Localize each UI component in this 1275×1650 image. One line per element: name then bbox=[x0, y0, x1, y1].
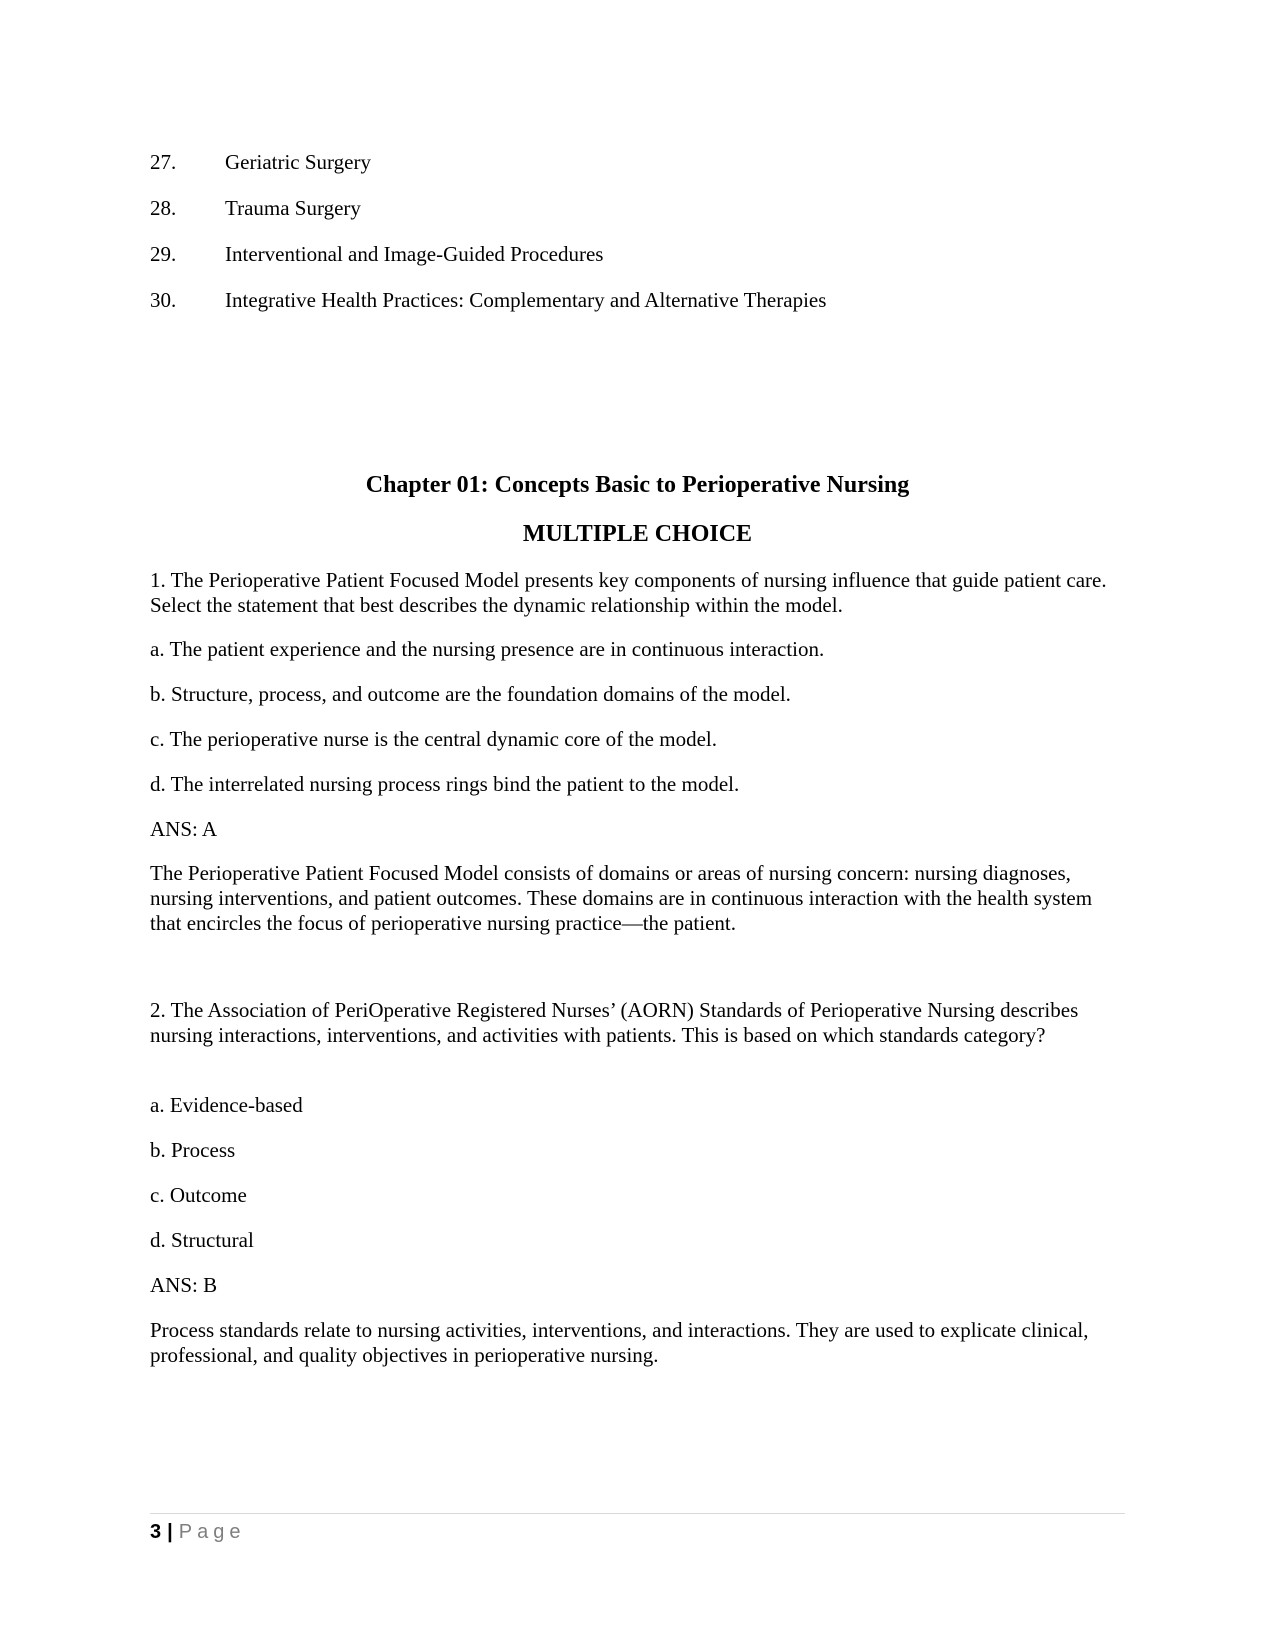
question-2-rationale: Process standards relate to nursing activities, interventions, and interactions. They are used to explicate clinical, professional, and quality objectives in perioperative nursing. bbox=[150, 1318, 1089, 1367]
list-item bbox=[150, 288, 1150, 334]
question-2-answer: ANS: B bbox=[150, 1273, 218, 1297]
list-item bbox=[150, 196, 1150, 242]
question-1-option-c: c. The perioperative nurse is the central dynamic core of the model. bbox=[150, 727, 717, 751]
list-item bbox=[150, 242, 1150, 288]
question-2-option-a: a. Evidence-based bbox=[150, 1093, 303, 1117]
question-1-option-b: b. Structure, process, and outcome are the foundation domains of the model. bbox=[150, 682, 791, 706]
list-item-title: Interventional and Image-Guided Procedures bbox=[225, 242, 604, 266]
question-1-option-d: d. The interrelated nursing process rings bind the patient to the model. bbox=[150, 772, 740, 796]
list-item-number: 30. bbox=[150, 288, 177, 312]
footer-separator: | bbox=[167, 1521, 173, 1543]
question-1-answer: ANS: A bbox=[150, 817, 218, 841]
page-label: Page bbox=[178, 1521, 246, 1543]
question-1-option-a: a. The patient experience and the nursing presence are in continuous interaction. bbox=[150, 637, 825, 661]
question-2-option-b: b. Process bbox=[150, 1138, 236, 1162]
question-2-option-d: d. Structural bbox=[150, 1228, 254, 1252]
list-item-number: 29. bbox=[150, 242, 177, 266]
list-item bbox=[150, 150, 1150, 196]
list-item-number: 28. bbox=[150, 196, 177, 220]
page-footer bbox=[150, 1520, 245, 1544]
list-item-title: Trauma Surgery bbox=[225, 196, 361, 220]
page-number: 3 bbox=[150, 1521, 162, 1543]
list-item-title: Integrative Health Practices: Complementary and Alternative Therapies bbox=[225, 288, 827, 312]
question-2-option-c: c. Outcome bbox=[150, 1183, 247, 1207]
list-item-title: Geriatric Surgery bbox=[225, 150, 371, 174]
question-1-rationale: The Perioperative Patient Focused Model consists of domains or areas of nursing concern: nursing diagnoses, nursing interventions, and patient outcomes. These domains are in continuous interaction with the health system that encircles the focus of perioperative nursing practice—the patient. bbox=[150, 861, 1093, 935]
question-2-stem: 2. The Association of PeriOperative Registered Nurses’ (AORN) Standards of Perioperative Nursing describes nursing interactions, interventions, and activities with patients. This is based on which standards category? bbox=[150, 998, 1079, 1047]
list-item-number: 27. bbox=[150, 150, 177, 174]
chapter-list bbox=[150, 150, 1150, 334]
chapter-title: Chapter 01: Concepts Basic to Perioperative Nursing bbox=[365, 472, 910, 498]
question-1-stem: 1. The Perioperative Patient Focused Model presents key components of nursing influence that guide patient care. Select the statement that best describes the dynamic relationship within the model. bbox=[150, 568, 1107, 617]
section-title: MULTIPLE CHOICE bbox=[522, 521, 753, 547]
footer-divider bbox=[150, 1513, 1125, 1514]
